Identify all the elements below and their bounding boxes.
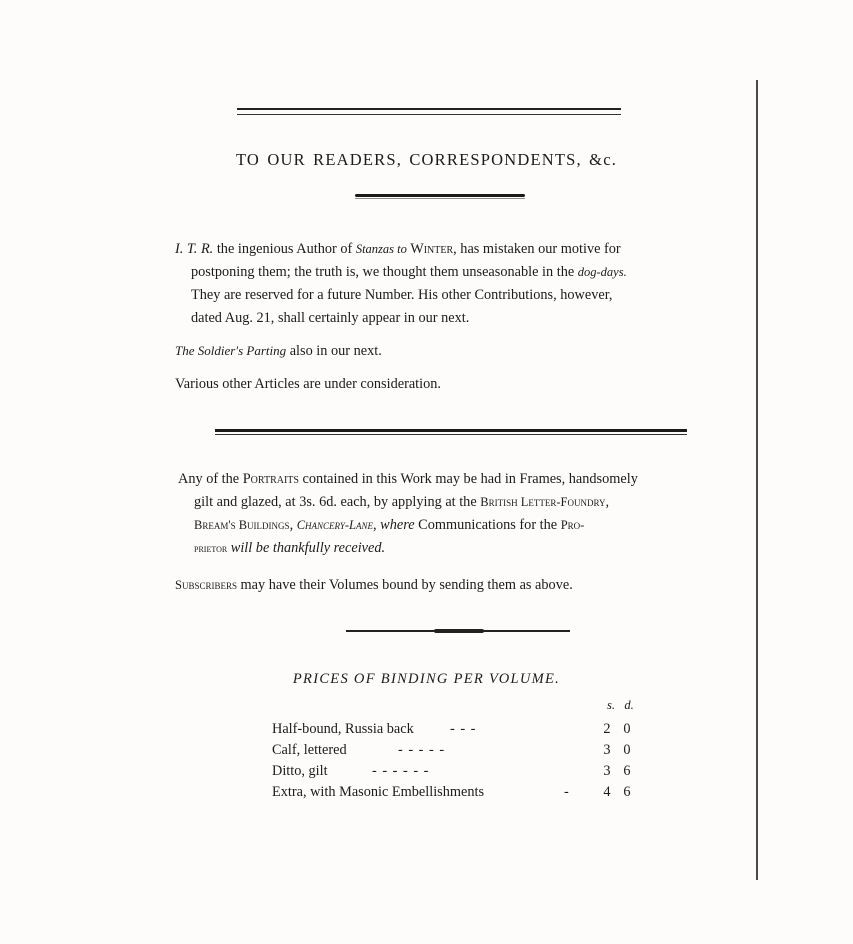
pence-header: d. (624, 698, 634, 712)
stanzas-title: Stanzas to (355, 242, 407, 256)
soldier-title: The Soldier's Parting (175, 343, 287, 358)
price-pence: 6 (623, 763, 631, 779)
notice-text: postponing them; the truth is, we thought them unseasonable in the (191, 264, 578, 280)
notice-text: contained in this Work may be had in Frames, handsomely (298, 471, 638, 487)
price-leader: - (564, 784, 569, 800)
notice-text: They are reserved for a future Number. His other Contributions, however, (191, 287, 613, 303)
price-item: Calf, lettered (272, 742, 347, 758)
notice-text: also in our next. (286, 343, 382, 359)
shillings-header: s. (607, 698, 615, 712)
price-units-header (602, 698, 647, 713)
notice-text: the ingenious Author of (213, 241, 356, 257)
notice-portraits (178, 468, 733, 560)
middle-double-rule (215, 429, 687, 437)
notice-text: , where (373, 517, 415, 533)
address-lane: Chancery-Lane (296, 518, 374, 532)
foundry-name: British Letter-Foundry (480, 495, 606, 509)
price-item: Half-bound, Russia back (272, 721, 414, 737)
notice-text: Communications for the (414, 517, 561, 533)
notice-initials: I. T. R. (175, 241, 214, 257)
heading-ornament-rule (355, 194, 525, 199)
price-leader: - - - - - (398, 742, 446, 758)
price-item: Extra, with Masonic Embellishments (272, 784, 485, 800)
page-heading: TO OUR READERS, CORRESPONDENTS, &c. (235, 150, 618, 169)
subscribers-word: Subscribers (175, 578, 237, 592)
notice-text: Various other Articles are under consideration. (175, 376, 441, 392)
notice-text: , (605, 494, 610, 510)
price-leader: - - - - - - (372, 763, 430, 779)
price-pence: 0 (623, 742, 631, 758)
proprietor-word: Pro- (560, 518, 585, 532)
price-shillings: 3 (603, 763, 611, 779)
notice-soldier (175, 339, 382, 363)
price-leader: - - - (450, 721, 477, 737)
top-double-rule (237, 108, 621, 117)
price-shillings: 3 (603, 742, 611, 758)
notice-text: will be thankfully received. (227, 540, 386, 556)
notice-text: Any of the (178, 471, 243, 487)
proprietor-word: prietor (194, 541, 228, 555)
price-pence: 6 (623, 784, 631, 800)
notice-text: dated Aug. 21, shall certainly appear in our next. (191, 310, 470, 326)
dog-days-text: dog-days. (577, 265, 627, 279)
price-shillings: 4 (603, 784, 611, 800)
price-pence: 0 (623, 721, 631, 737)
notice-subscribers (175, 574, 573, 597)
winter-title: Winter (406, 241, 454, 257)
notice-text: may have their Volumes bound by sending them as above. (236, 577, 573, 593)
portraits-word: Portraits (242, 471, 299, 487)
address-buildings: Bream's Buildings (194, 518, 290, 532)
notice-text: , (289, 517, 297, 533)
bottom-ornament-rule (346, 630, 570, 635)
price-item: Ditto, gilt (272, 763, 328, 779)
notice-various (175, 373, 441, 396)
notice-text: , has mistaken our motive for (453, 241, 621, 257)
price-shillings: 2 (603, 721, 611, 737)
page-edge-line (756, 80, 758, 880)
notice-text: gilt and glazed, at 3s. 6d. each, by applying at the (194, 494, 481, 510)
notice-itr (175, 238, 735, 330)
prices-title: PRICES OF BINDING PER VOLUME. (292, 671, 561, 687)
